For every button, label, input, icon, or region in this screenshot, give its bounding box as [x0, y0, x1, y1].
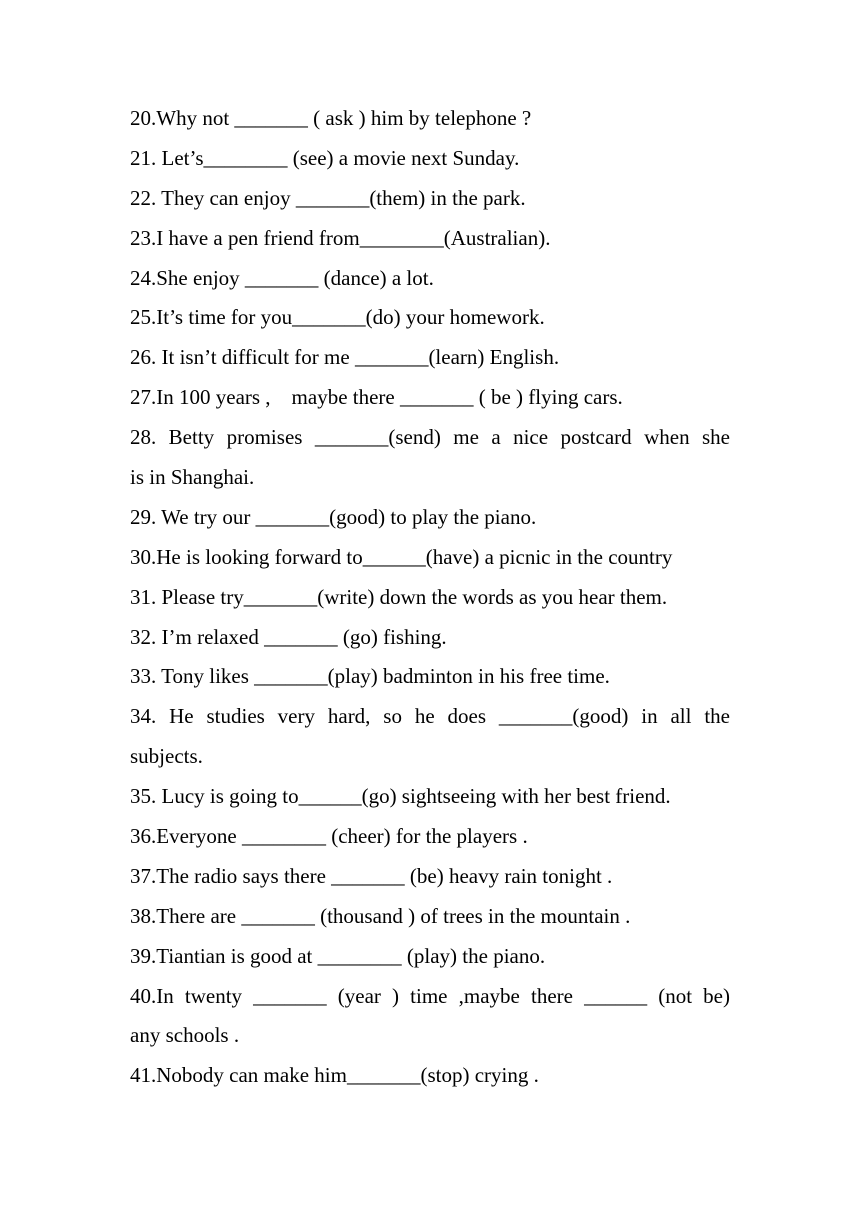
exercise-line-33: 33. Tony likes _______(play) badminton in his free time. [130, 664, 610, 689]
exercise-line-20: 20.Why not _______ ( ask ) him by telephone ? [130, 106, 532, 130]
exercise-line-40: 40.In twenty _______ (year ) time ,maybe there ______ (not be) [130, 983, 730, 1008]
exercise-line-34: 34. He studies very hard, so he does _______(good) in all the [130, 704, 730, 729]
exercise-line-30: 30.He is looking forward to______(have) a picnic in the country [130, 544, 673, 569]
exercise-line-28: 28. Betty promises _______(send) me a nice postcard when she [130, 425, 730, 450]
exercise-line-21: 21. Let’s________ (see) a movie next Sunday. [130, 145, 520, 170]
exercise-line-27: 27.In 100 years , maybe there _______ ( be ) flying cars. [130, 385, 623, 410]
exercise-line-41: 41.Nobody can make him_______(stop) crying . [130, 1063, 539, 1088]
exercise-line-32: 32. I’m relaxed _______ (go) fishing. [130, 624, 447, 649]
exercise-line-39: 39.Tiantian is good at ________ (play) the piano. [130, 943, 546, 968]
exercise-line-26: 26. It isn’t difficult for me _______(learn) English. [130, 345, 560, 370]
exercise-line-31: 31. Please try_______(write) down the words as you hear them. [130, 584, 668, 609]
exercise-line-28-continued: is in Shanghai. [130, 465, 255, 490]
exercise-line-24: 24.She enjoy _______ (dance) a lot. [130, 265, 434, 290]
exercise-line-29: 29. We try our _______(good) to play the piano. [130, 504, 537, 529]
exercise-line-25: 25.It’s time for you_______(do) your homework. [130, 305, 545, 330]
exercise-line-38: 38.There are _______ (thousand ) of trees in the mountain . [130, 903, 631, 928]
exercise-line-23: 23.I have a pen friend from________(Australian). [130, 225, 551, 250]
exercise-line-37: 37.The radio says there _______ (be) heavy rain tonight . [130, 863, 613, 888]
exercise-list [130, 99, 730, 1096]
exercise-line-35: 35. Lucy is going to______(go) sightseeing with her best friend. [130, 784, 671, 809]
exercise-line-40-continued: any schools . [130, 1023, 240, 1048]
exercise-line-34-continued: subjects. [130, 744, 203, 769]
exercise-line-36: 36.Everyone ________ (cheer) for the players . [130, 824, 528, 849]
exercise-line-22: 22. They can enjoy _______(them) in the park. [130, 185, 526, 210]
